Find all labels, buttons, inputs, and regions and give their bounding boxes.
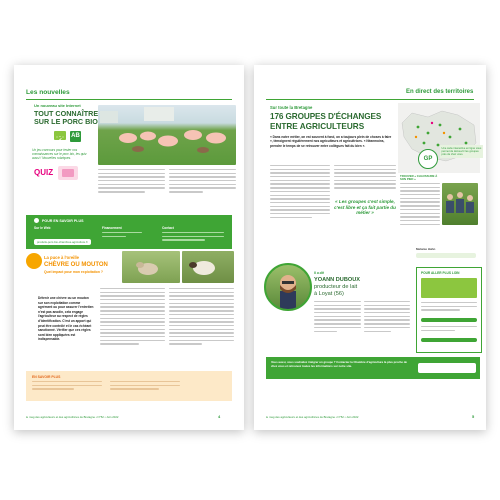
bottom-banner-text: Vous aussi, vous souhaitez intégrer un groupe ? Contactez la Chambre d'agriculture la plus proche de chez vous et retrouvez toutes les informations sur notre site. xyxy=(271,360,407,368)
bottom-banner xyxy=(266,357,480,379)
testimonial-role-1: producteur de lait xyxy=(314,284,358,290)
quiz-illustration xyxy=(34,165,82,185)
testimonial-portrait xyxy=(264,263,312,311)
trouver-label: TROUVER « CHAUSSURE À SON PIED » xyxy=(400,174,438,182)
map-caption-text: Une carte interactive en ligne vous permet de découvrir les groupes près de chez vous. xyxy=(441,146,482,156)
article1-title-line-2: SUR LE PORC BIO xyxy=(34,117,98,126)
section-rule xyxy=(26,99,232,100)
article2-lead: Détenir une chèvre ou un mouton sur son exploitation comme agrément ou pour assurer l'entretien n'est pas anodin, cela engage l'agriculteur au respect de règles d'identification. C'est un apport qui peut être contrôlé et le cas échéant sanctionné. Vérifier que ces règles sont bien appliquées est indispensable. xyxy=(38,296,94,342)
article1-title-line-1: TOUT CONNAÎTRE xyxy=(34,109,99,118)
organic-eu-logo xyxy=(54,131,66,140)
left-page-number: 4 xyxy=(218,414,221,419)
left-page xyxy=(14,65,244,430)
article1-kicker: Un nouveau site Internet xyxy=(34,103,81,108)
right-title-line-2: ENTRE AGRICULTEURS xyxy=(270,122,365,131)
section-rule-right xyxy=(266,99,474,100)
pull-quote: « Les groupes c'est simple, c'est libre et ça fait partie du métier » xyxy=(334,199,396,216)
signature-line xyxy=(416,253,476,258)
right-col-3 xyxy=(400,183,440,227)
sheep-photo xyxy=(182,251,234,283)
financement-title: Financement xyxy=(102,226,122,230)
article1-text xyxy=(98,169,236,195)
testimonial-name: YOANN DUBOUX xyxy=(314,277,360,283)
quiz-label: QUIZ xyxy=(34,168,54,177)
contact-title: Contact xyxy=(162,226,174,230)
article1-sidebar-note: Un jeu-concours pour tester vos connaissances sur le porc bio, les quiz aussi ! Nouvelles rubriques. xyxy=(32,148,87,161)
right-footer: le mag des agriculteurs et des agricultrices de Bretagne • N°52 • Juin 2022 xyxy=(266,415,359,419)
en-savoir-plus-box xyxy=(26,215,232,249)
right-page-number: 5 xyxy=(472,414,475,419)
section-label: Les nouvelles xyxy=(26,89,70,96)
web-link-pill[interactable]: produits-porc-bio-chambres-agriculture.fr xyxy=(34,239,91,245)
right-intro: « Dans notre métier, on est souvent à fond, on a toujours plein de choses à faire », témoignent régulièrement nos agriculteurs et agricultrices. « Néanmoins, prendre le temps de se retrouver entre collègues fait du bien ». xyxy=(270,135,392,148)
rabbit-icon xyxy=(26,253,42,269)
en-savoir-plus-label: POUR EN SAVOIR PLUS xyxy=(42,218,84,223)
left-footer: le mag des agriculteurs et des agricultrices de Bretagne • N°52 • Juin 2022 xyxy=(26,415,119,419)
right-col-2 xyxy=(334,165,396,191)
article2-kicker: La puce à l'oreille xyxy=(44,255,79,260)
testimonial-text xyxy=(314,301,410,334)
pig-farm-photo xyxy=(98,105,236,165)
link-button-2[interactable] xyxy=(421,338,477,342)
testimonial-role-2: à Loyat (56) xyxy=(314,291,344,297)
right-col-1 xyxy=(270,165,330,220)
arrow-icon xyxy=(34,218,39,223)
section-label-right: En direct des territoires xyxy=(406,89,474,95)
article2-subtitle: Quel impact pour mon exploitation ? xyxy=(44,270,103,274)
article2-contact-box xyxy=(26,371,232,401)
sur-le-web-title: Sur le Web xyxy=(34,226,51,230)
right-kicker: Sur toute la Bretagne xyxy=(270,105,313,110)
group-photo xyxy=(442,183,478,225)
aller-plus-loin-box xyxy=(416,267,482,353)
right-page xyxy=(254,65,486,430)
signature: Melanie Hahn xyxy=(416,247,436,251)
map-badge: GP xyxy=(418,149,438,169)
article2-text xyxy=(100,288,234,347)
article2-contact-label: EN SAVOIR PLUS xyxy=(32,375,61,379)
ab-logo: AB xyxy=(70,131,81,142)
right-title-line-1: 176 GROUPES D'ÉCHANGES xyxy=(270,112,382,121)
guide-cover xyxy=(421,278,477,298)
article2-title: CHÈVRE OU MOUTON xyxy=(44,262,108,268)
goat-photo xyxy=(122,251,180,283)
aller-plus-loin-label: POUR ALLER PLUS LOIN xyxy=(421,271,460,275)
pig-icon xyxy=(62,169,74,177)
brittany-map xyxy=(398,103,480,173)
map-caption xyxy=(440,145,483,158)
banner-contact-pill[interactable] xyxy=(418,363,476,373)
link-button-1[interactable] xyxy=(421,318,477,322)
testimonial-kicker: Il a dit xyxy=(314,271,324,275)
